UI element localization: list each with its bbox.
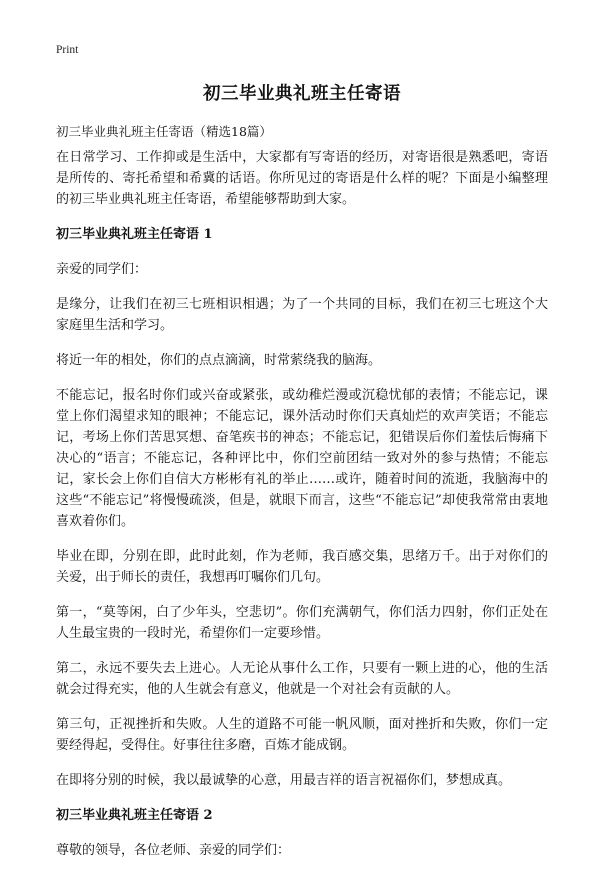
section-1-paragraph: 亲爱的同学们：: [56, 262, 148, 277]
section-1-paragraph: 在即将分别的时候，我以最诚挚的心意，用最吉祥的语言祝福你们，梦想成真。: [56, 773, 512, 788]
section-2-paragraph: 尊敬的领导，各位老师、亲爱的同学们：: [56, 843, 291, 858]
document-body: [56, 147, 548, 875]
section-2-heading: 初三毕业典礼班主任寄语 2: [56, 808, 213, 823]
print-link[interactable]: Print: [56, 44, 79, 56]
document-title: 初三毕业典礼班主任寄语: [203, 84, 401, 104]
section-1-paragraph: 第二，永远不要失去上进心。人无论从事什么工作，只要有一颗上进的心，他的生活就会过得充实，他的人生就会有意义，他就是一个对社会有贡献的人。: [56, 661, 548, 697]
section-1-paragraph: 不能忘记，报名时你们或兴奋或紧张，或幼稚烂漫或沉稳忧郁的表情；不能忘记，课堂上你们渴望求知的眼神；不能忘记，课外活动时你们天真灿烂的欢声笑语；不能忘记，考场上你们苦思冥想、奋笔疾书的神态；不能忘记，犯错误后你们羞怯后悔痛下决心的“语言；不能忘记，各种评比中，你们空前团结一致对外的参与热情；不能忘记，家长会上你们自信大方彬彬有礼的举止……或许，随着时间的流逝，我脑海中的这些“不能忘记”将慢慢疏淡，但是，就眼下而言，这些“不能忘记”却使我常常由衷地喜欢着你们。: [56, 388, 548, 529]
intro-paragraph: 在日常学习、工作抑或是生活中，大家都有写寄语的经历，对寄语很是熟悉吧，寄语是所传的、寄托希望和希冀的话语。你所见过的寄语是什么样的呢？下面是小编整理的初三毕业典礼班主任寄语，希望能够帮助到大家。: [56, 150, 548, 207]
section-1-paragraph: 将近一年的相处，你们的点点滴滴，时常萦绕我的脑海。: [56, 353, 382, 368]
section-1-paragraph: 第一，“莫等闲，白了少年头，空悲切”。你们充满朝气，你们活力四射，你们正处在人生最宝贵的一段时光，希望你们一定要珍惜。: [56, 605, 548, 641]
section-1-paragraph: 第三句，正视挫折和失败。人生的道路不可能一帆风顺，面对挫折和失败，你们一定要经得起，受得住。好事往往多磨，百炼才能成钢。: [56, 717, 548, 753]
section-1-paragraph: 是缘分，让我们在初三七班相识相遇；为了一个共同的目标，我们在初三七班这个大家庭里生活和学习。: [56, 297, 548, 333]
document-subtitle: 初三毕业典礼班主任寄语（精选18篇）: [56, 124, 272, 139]
section-1-paragraph: 毕业在即，分别在即，此时此刻，作为老师，我百感交集，思绪万千。出于对你们的关爱，出于师长的责任，我想再叮嘱你们几句。: [56, 549, 548, 585]
section-1-heading: 初三毕业典礼班主任寄语 1: [56, 227, 213, 242]
